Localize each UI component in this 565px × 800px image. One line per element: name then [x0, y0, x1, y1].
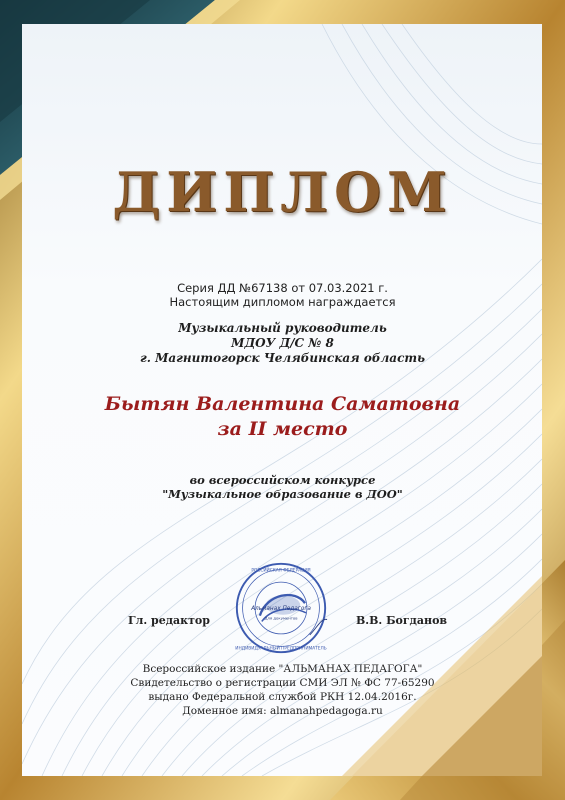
svg-text:РОССИЙСКАЯ ФЕДЕРАЦИЯ: РОССИЙСКАЯ ФЕДЕРАЦИЯ	[251, 568, 311, 574]
signature-name: В.В. Богданов	[356, 614, 448, 627]
footer-line-2: Свидетельство о регистрации СМИ ЭЛ № ФС 77-65290	[130, 677, 435, 689]
footer-line-1: Всероссийское издание "АЛЬМАНАХ ПЕДАГОГА"	[142, 663, 423, 675]
series-number: Серия ДД №67138 от 07.03.2021 г.	[177, 281, 388, 295]
recipient-name: Бытян Валентина Саматовна	[104, 393, 461, 415]
award-place: за II место	[217, 418, 348, 440]
position-line-2: МДОУ Д/С № 8	[231, 336, 334, 350]
position-line-1: Музыкальный руководитель	[178, 321, 387, 335]
official-stamp	[233, 560, 329, 656]
awarded-text: Настоящим дипломом награждается	[169, 295, 396, 309]
svg-text:Для документов: Для документов	[264, 615, 298, 621]
svg-text:ИНДИВИДУАЛЬНЫЙ ПРЕДПРИНИМАТЕЛЬ: ИНДИВИДУАЛЬНЫЙ ПРЕДПРИНИМАТЕЛЬ	[235, 646, 327, 652]
footer-line-4: Доменное имя: almanahpedagoga.ru	[182, 705, 383, 717]
svg-text:Альманах Педагога: Альманах Педагога	[251, 605, 311, 612]
contest-line-2: "Музыкальное образование в ДОО"	[162, 487, 403, 501]
diploma-title: ДИПЛОМ	[112, 160, 453, 224]
signature-role: Гл. редактор	[128, 614, 210, 627]
contest-line-1: во всероссийском конкурсе	[189, 473, 376, 487]
position-line-3: г. Магнитогорск Челябинская область	[140, 351, 425, 365]
footer-line-3: выдано Федеральной службой РКН 12.04.2016г.	[148, 691, 417, 703]
